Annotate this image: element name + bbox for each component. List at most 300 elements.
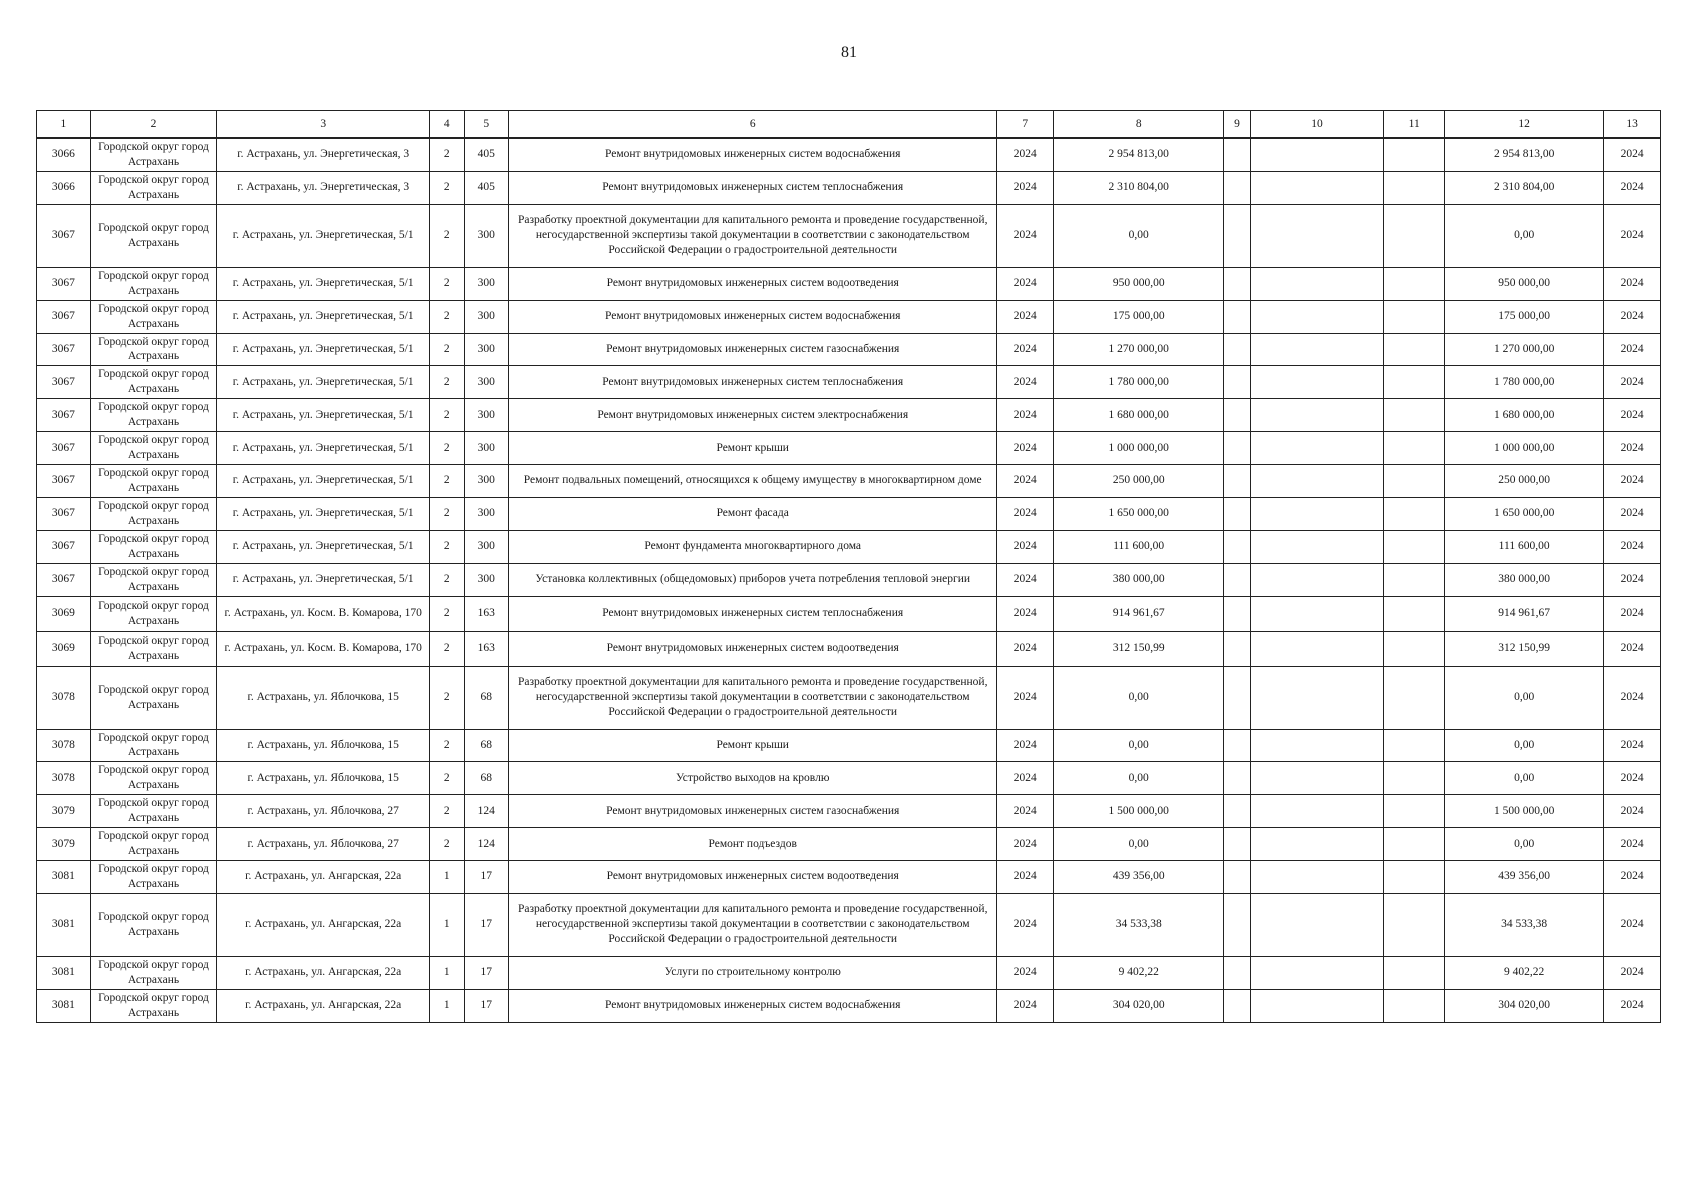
table-row bbox=[37, 861, 1661, 894]
col5-cell: 17 bbox=[464, 956, 509, 989]
col11-cell bbox=[1384, 333, 1445, 366]
amount-cell: 2 954 813,00 bbox=[1054, 138, 1224, 171]
col5-cell: 17 bbox=[464, 893, 509, 956]
house-id-cell: 3079 bbox=[37, 795, 91, 828]
district-cell: Городской округ город Астрахань bbox=[90, 861, 217, 894]
address-cell: г. Астрахань, ул. Энергетическая, 5/1 bbox=[217, 465, 430, 498]
col11-cell bbox=[1384, 204, 1445, 267]
address-cell: г. Астрахань, ул. Энергетическая, 5/1 bbox=[217, 300, 430, 333]
end-year-cell: 2024 bbox=[1604, 956, 1661, 989]
end-year-cell: 2024 bbox=[1604, 631, 1661, 666]
work-type-cell: Услуги по строительному контролю bbox=[509, 956, 997, 989]
year-cell: 2024 bbox=[997, 893, 1054, 956]
year-cell: 2024 bbox=[997, 138, 1054, 171]
work-type-cell: Ремонт внутридомовых инженерных систем теплоснабжения bbox=[509, 366, 997, 399]
col4-cell: 2 bbox=[430, 729, 464, 762]
district-cell: Городской округ город Астрахань bbox=[90, 497, 217, 530]
col9-cell bbox=[1224, 300, 1250, 333]
col9-cell bbox=[1224, 432, 1250, 465]
table-row bbox=[37, 366, 1661, 399]
col5-cell: 163 bbox=[464, 631, 509, 666]
page-number: 81 bbox=[841, 44, 857, 61]
table-row bbox=[37, 729, 1661, 762]
table-row bbox=[37, 956, 1661, 989]
col4-cell: 2 bbox=[430, 399, 464, 432]
address-cell: г. Астрахань, ул. Энергетическая, 3 bbox=[217, 138, 430, 171]
col11-cell bbox=[1384, 300, 1445, 333]
col10-cell bbox=[1250, 465, 1384, 498]
col5-cell: 300 bbox=[464, 204, 509, 267]
table-header-row bbox=[37, 111, 1661, 139]
table-row bbox=[37, 399, 1661, 432]
col10-cell bbox=[1250, 893, 1384, 956]
col9-cell bbox=[1224, 828, 1250, 861]
address-cell: г. Астрахань, ул. Ангарская, 22а bbox=[217, 893, 430, 956]
total-cell: 175 000,00 bbox=[1445, 300, 1604, 333]
district-cell: Городской округ город Астрахань bbox=[90, 828, 217, 861]
total-cell: 1 000 000,00 bbox=[1445, 432, 1604, 465]
house-id-cell: 3067 bbox=[37, 465, 91, 498]
address-cell: г. Астрахань, ул. Энергетическая, 5/1 bbox=[217, 204, 430, 267]
total-cell: 111 600,00 bbox=[1445, 530, 1604, 563]
house-id-cell: 3078 bbox=[37, 729, 91, 762]
year-cell: 2024 bbox=[997, 497, 1054, 530]
col4-cell: 2 bbox=[430, 432, 464, 465]
column-header: 1 bbox=[37, 111, 91, 139]
total-cell: 1 650 000,00 bbox=[1445, 497, 1604, 530]
col9-cell bbox=[1224, 893, 1250, 956]
district-cell: Городской округ город Астрахань bbox=[90, 204, 217, 267]
col4-cell: 2 bbox=[430, 828, 464, 861]
col9-cell bbox=[1224, 399, 1250, 432]
col11-cell bbox=[1384, 497, 1445, 530]
amount-cell: 312 150,99 bbox=[1054, 631, 1224, 666]
col11-cell bbox=[1384, 465, 1445, 498]
work-type-cell: Ремонт фундамента многоквартирного дома bbox=[509, 530, 997, 563]
address-cell: г. Астрахань, ул. Энергетическая, 5/1 bbox=[217, 497, 430, 530]
year-cell: 2024 bbox=[997, 432, 1054, 465]
col10-cell bbox=[1250, 333, 1384, 366]
column-header: 10 bbox=[1250, 111, 1384, 139]
table-row bbox=[37, 631, 1661, 666]
total-cell: 304 020,00 bbox=[1445, 989, 1604, 1022]
house-id-cell: 3081 bbox=[37, 989, 91, 1022]
year-cell: 2024 bbox=[997, 729, 1054, 762]
col4-cell: 2 bbox=[430, 138, 464, 171]
col9-cell bbox=[1224, 989, 1250, 1022]
col10-cell bbox=[1250, 596, 1384, 631]
table-row bbox=[37, 893, 1661, 956]
work-type-cell: Ремонт внутридомовых инженерных систем водоотведения bbox=[509, 267, 997, 300]
col10-cell bbox=[1250, 267, 1384, 300]
col9-cell bbox=[1224, 666, 1250, 729]
work-type-cell: Ремонт внутридомовых инженерных систем водоснабжения bbox=[509, 138, 997, 171]
col10-cell bbox=[1250, 828, 1384, 861]
amount-cell: 2 310 804,00 bbox=[1054, 171, 1224, 204]
total-cell: 0,00 bbox=[1445, 666, 1604, 729]
address-cell: г. Астрахань, ул. Яблочкова, 27 bbox=[217, 795, 430, 828]
col9-cell bbox=[1224, 530, 1250, 563]
work-type-cell: Ремонт фасада bbox=[509, 497, 997, 530]
col10-cell bbox=[1250, 666, 1384, 729]
col10-cell bbox=[1250, 956, 1384, 989]
district-cell: Городской округ город Астрахань bbox=[90, 465, 217, 498]
work-type-cell: Ремонт внутридомовых инженерных систем водоснабжения bbox=[509, 989, 997, 1022]
year-cell: 2024 bbox=[997, 795, 1054, 828]
total-cell: 0,00 bbox=[1445, 828, 1604, 861]
district-cell: Городской округ город Астрахань bbox=[90, 300, 217, 333]
col9-cell bbox=[1224, 631, 1250, 666]
house-id-cell: 3067 bbox=[37, 432, 91, 465]
house-id-cell: 3067 bbox=[37, 204, 91, 267]
col5-cell: 300 bbox=[464, 465, 509, 498]
table-row bbox=[37, 989, 1661, 1022]
amount-cell: 1 500 000,00 bbox=[1054, 795, 1224, 828]
total-cell: 0,00 bbox=[1445, 204, 1604, 267]
district-cell: Городской округ город Астрахань bbox=[90, 171, 217, 204]
district-cell: Городской округ город Астрахань bbox=[90, 893, 217, 956]
table-row bbox=[37, 563, 1661, 596]
district-cell: Городской округ город Астрахань bbox=[90, 138, 217, 171]
amount-cell: 0,00 bbox=[1054, 729, 1224, 762]
column-header: 11 bbox=[1384, 111, 1445, 139]
table-row bbox=[37, 795, 1661, 828]
column-header: 9 bbox=[1224, 111, 1250, 139]
year-cell: 2024 bbox=[997, 399, 1054, 432]
amount-cell: 1 650 000,00 bbox=[1054, 497, 1224, 530]
total-cell: 1 500 000,00 bbox=[1445, 795, 1604, 828]
amount-cell: 304 020,00 bbox=[1054, 989, 1224, 1022]
district-cell: Городской округ город Астрахань bbox=[90, 631, 217, 666]
end-year-cell: 2024 bbox=[1604, 828, 1661, 861]
house-id-cell: 3081 bbox=[37, 956, 91, 989]
amount-cell: 250 000,00 bbox=[1054, 465, 1224, 498]
col9-cell bbox=[1224, 497, 1250, 530]
col10-cell bbox=[1250, 762, 1384, 795]
address-cell: г. Астрахань, ул. Яблочкова, 15 bbox=[217, 762, 430, 795]
district-cell: Городской округ город Астрахань bbox=[90, 399, 217, 432]
col5-cell: 300 bbox=[464, 563, 509, 596]
address-cell: г. Астрахань, ул. Энергетическая, 3 bbox=[217, 171, 430, 204]
year-cell: 2024 bbox=[997, 333, 1054, 366]
year-cell: 2024 bbox=[997, 465, 1054, 498]
amount-cell: 1 000 000,00 bbox=[1054, 432, 1224, 465]
col11-cell bbox=[1384, 267, 1445, 300]
end-year-cell: 2024 bbox=[1604, 300, 1661, 333]
col11-cell bbox=[1384, 138, 1445, 171]
col10-cell bbox=[1250, 432, 1384, 465]
work-type-cell: Ремонт внутридомовых инженерных систем водоотведения bbox=[509, 631, 997, 666]
district-cell: Городской округ город Астрахань bbox=[90, 762, 217, 795]
end-year-cell: 2024 bbox=[1604, 204, 1661, 267]
work-type-cell: Ремонт подъездов bbox=[509, 828, 997, 861]
col11-cell bbox=[1384, 399, 1445, 432]
col9-cell bbox=[1224, 861, 1250, 894]
col9-cell bbox=[1224, 465, 1250, 498]
col4-cell: 2 bbox=[430, 465, 464, 498]
amount-cell: 34 533,38 bbox=[1054, 893, 1224, 956]
col10-cell bbox=[1250, 300, 1384, 333]
year-cell: 2024 bbox=[997, 204, 1054, 267]
col11-cell bbox=[1384, 563, 1445, 596]
col5-cell: 17 bbox=[464, 989, 509, 1022]
end-year-cell: 2024 bbox=[1604, 729, 1661, 762]
end-year-cell: 2024 bbox=[1604, 989, 1661, 1022]
address-cell: г. Астрахань, ул. Энергетическая, 5/1 bbox=[217, 399, 430, 432]
district-cell: Городской округ город Астрахань bbox=[90, 563, 217, 596]
district-cell: Городской округ город Астрахань bbox=[90, 729, 217, 762]
col5-cell: 300 bbox=[464, 497, 509, 530]
col10-cell bbox=[1250, 729, 1384, 762]
table-row bbox=[37, 204, 1661, 267]
amount-cell: 0,00 bbox=[1054, 828, 1224, 861]
house-id-cell: 3066 bbox=[37, 171, 91, 204]
year-cell: 2024 bbox=[997, 861, 1054, 894]
col4-cell: 1 bbox=[430, 861, 464, 894]
year-cell: 2024 bbox=[997, 762, 1054, 795]
work-type-cell: Устройство выходов на кровлю bbox=[509, 762, 997, 795]
col5-cell: 300 bbox=[464, 530, 509, 563]
end-year-cell: 2024 bbox=[1604, 861, 1661, 894]
year-cell: 2024 bbox=[997, 530, 1054, 563]
district-cell: Городской округ город Астрахань bbox=[90, 956, 217, 989]
total-cell: 9 402,22 bbox=[1445, 956, 1604, 989]
col4-cell: 2 bbox=[430, 171, 464, 204]
work-type-cell: Ремонт внутридомовых инженерных систем электроснабжения bbox=[509, 399, 997, 432]
address-cell: г. Астрахань, ул. Яблочкова, 27 bbox=[217, 828, 430, 861]
district-cell: Городской округ город Астрахань bbox=[90, 666, 217, 729]
col5-cell: 68 bbox=[464, 666, 509, 729]
amount-cell: 950 000,00 bbox=[1054, 267, 1224, 300]
end-year-cell: 2024 bbox=[1604, 333, 1661, 366]
table-row bbox=[37, 762, 1661, 795]
column-header: 12 bbox=[1445, 111, 1604, 139]
col5-cell: 17 bbox=[464, 861, 509, 894]
col9-cell bbox=[1224, 267, 1250, 300]
year-cell: 2024 bbox=[997, 631, 1054, 666]
col5-cell: 300 bbox=[464, 366, 509, 399]
end-year-cell: 2024 bbox=[1604, 171, 1661, 204]
total-cell: 2 954 813,00 bbox=[1445, 138, 1604, 171]
end-year-cell: 2024 bbox=[1604, 432, 1661, 465]
col10-cell bbox=[1250, 795, 1384, 828]
end-year-cell: 2024 bbox=[1604, 267, 1661, 300]
amount-cell: 175 000,00 bbox=[1054, 300, 1224, 333]
house-id-cell: 3067 bbox=[37, 530, 91, 563]
col10-cell bbox=[1250, 171, 1384, 204]
house-id-cell: 3067 bbox=[37, 333, 91, 366]
col9-cell bbox=[1224, 729, 1250, 762]
work-type-cell: Ремонт внутридомовых инженерных систем газоснабжения bbox=[509, 333, 997, 366]
col5-cell: 300 bbox=[464, 399, 509, 432]
col11-cell bbox=[1384, 596, 1445, 631]
col10-cell bbox=[1250, 497, 1384, 530]
end-year-cell: 2024 bbox=[1604, 666, 1661, 729]
total-cell: 439 356,00 bbox=[1445, 861, 1604, 894]
column-header: 5 bbox=[464, 111, 509, 139]
col5-cell: 405 bbox=[464, 171, 509, 204]
column-header: 8 bbox=[1054, 111, 1224, 139]
year-cell: 2024 bbox=[997, 267, 1054, 300]
col5-cell: 300 bbox=[464, 300, 509, 333]
total-cell: 1 680 000,00 bbox=[1445, 399, 1604, 432]
col4-cell: 2 bbox=[430, 366, 464, 399]
column-header: 13 bbox=[1604, 111, 1661, 139]
house-id-cell: 3067 bbox=[37, 267, 91, 300]
amount-cell: 0,00 bbox=[1054, 204, 1224, 267]
col11-cell bbox=[1384, 989, 1445, 1022]
year-cell: 2024 bbox=[997, 596, 1054, 631]
year-cell: 2024 bbox=[997, 956, 1054, 989]
col11-cell bbox=[1384, 893, 1445, 956]
col9-cell bbox=[1224, 333, 1250, 366]
house-id-cell: 3078 bbox=[37, 762, 91, 795]
col4-cell: 2 bbox=[430, 631, 464, 666]
table-row bbox=[37, 596, 1661, 631]
col10-cell bbox=[1250, 138, 1384, 171]
address-cell: г. Астрахань, ул. Яблочкова, 15 bbox=[217, 729, 430, 762]
col4-cell: 2 bbox=[430, 497, 464, 530]
total-cell: 2 310 804,00 bbox=[1445, 171, 1604, 204]
house-id-cell: 3081 bbox=[37, 861, 91, 894]
house-id-cell: 3067 bbox=[37, 300, 91, 333]
total-cell: 0,00 bbox=[1445, 729, 1604, 762]
column-header: 6 bbox=[509, 111, 997, 139]
work-type-cell: Ремонт крыши bbox=[509, 729, 997, 762]
end-year-cell: 2024 bbox=[1604, 497, 1661, 530]
amount-cell: 380 000,00 bbox=[1054, 563, 1224, 596]
col5-cell: 68 bbox=[464, 729, 509, 762]
house-id-cell: 3067 bbox=[37, 366, 91, 399]
district-cell: Городской округ город Астрахань bbox=[90, 267, 217, 300]
address-cell: г. Астрахань, ул. Энергетическая, 5/1 bbox=[217, 530, 430, 563]
amount-cell: 1 270 000,00 bbox=[1054, 333, 1224, 366]
district-cell: Городской округ город Астрахань bbox=[90, 530, 217, 563]
column-header: 2 bbox=[90, 111, 217, 139]
address-cell: г. Астрахань, ул. Энергетическая, 5/1 bbox=[217, 366, 430, 399]
col9-cell bbox=[1224, 366, 1250, 399]
col4-cell: 1 bbox=[430, 956, 464, 989]
end-year-cell: 2024 bbox=[1604, 762, 1661, 795]
house-id-cell: 3078 bbox=[37, 666, 91, 729]
house-id-cell: 3067 bbox=[37, 497, 91, 530]
table-row bbox=[37, 138, 1661, 171]
col11-cell bbox=[1384, 366, 1445, 399]
col4-cell: 2 bbox=[430, 666, 464, 729]
col4-cell: 2 bbox=[430, 563, 464, 596]
col11-cell bbox=[1384, 795, 1445, 828]
total-cell: 1 270 000,00 bbox=[1445, 333, 1604, 366]
col10-cell bbox=[1250, 563, 1384, 596]
col4-cell: 2 bbox=[430, 333, 464, 366]
work-type-cell: Ремонт внутридомовых инженерных систем теплоснабжения bbox=[509, 596, 997, 631]
amount-cell: 439 356,00 bbox=[1054, 861, 1224, 894]
end-year-cell: 2024 bbox=[1604, 563, 1661, 596]
col4-cell: 2 bbox=[430, 530, 464, 563]
amount-cell: 1 680 000,00 bbox=[1054, 399, 1224, 432]
col10-cell bbox=[1250, 399, 1384, 432]
address-cell: г. Астрахань, ул. Ангарская, 22а bbox=[217, 989, 430, 1022]
col9-cell bbox=[1224, 762, 1250, 795]
end-year-cell: 2024 bbox=[1604, 366, 1661, 399]
total-cell: 312 150,99 bbox=[1445, 631, 1604, 666]
house-id-cell: 3069 bbox=[37, 596, 91, 631]
address-cell: г. Астрахань, ул. Энергетическая, 5/1 bbox=[217, 432, 430, 465]
col9-cell bbox=[1224, 596, 1250, 631]
col9-cell bbox=[1224, 956, 1250, 989]
col5-cell: 300 bbox=[464, 333, 509, 366]
address-cell: г. Астрахань, ул. Косм. В. Комарова, 170 bbox=[217, 596, 430, 631]
work-type-cell: Ремонт внутридомовых инженерных систем водоснабжения bbox=[509, 300, 997, 333]
table-row bbox=[37, 432, 1661, 465]
end-year-cell: 2024 bbox=[1604, 893, 1661, 956]
total-cell: 914 961,67 bbox=[1445, 596, 1604, 631]
col9-cell bbox=[1224, 138, 1250, 171]
col5-cell: 300 bbox=[464, 267, 509, 300]
house-id-cell: 3069 bbox=[37, 631, 91, 666]
amount-cell: 9 402,22 bbox=[1054, 956, 1224, 989]
col5-cell: 405 bbox=[464, 138, 509, 171]
address-cell: г. Астрахань, ул. Энергетическая, 5/1 bbox=[217, 267, 430, 300]
column-header: 4 bbox=[430, 111, 464, 139]
col11-cell bbox=[1384, 956, 1445, 989]
column-header: 7 bbox=[997, 111, 1054, 139]
table-row bbox=[37, 828, 1661, 861]
col5-cell: 68 bbox=[464, 762, 509, 795]
work-type-cell: Разработку проектной документации для капитального ремонта и проведение государственной, негосударственной экспертизы такой документации в соответствии с законодательством Российской Федерации о градостроительной деятельности bbox=[509, 893, 997, 956]
district-cell: Городской округ город Астрахань bbox=[90, 596, 217, 631]
house-id-cell: 3067 bbox=[37, 563, 91, 596]
year-cell: 2024 bbox=[997, 300, 1054, 333]
end-year-cell: 2024 bbox=[1604, 465, 1661, 498]
table-row bbox=[37, 333, 1661, 366]
col11-cell bbox=[1384, 762, 1445, 795]
house-id-cell: 3079 bbox=[37, 828, 91, 861]
district-cell: Городской округ город Астрахань bbox=[90, 989, 217, 1022]
table-row bbox=[37, 666, 1661, 729]
amount-cell: 0,00 bbox=[1054, 666, 1224, 729]
address-cell: г. Астрахань, ул. Яблочкова, 15 bbox=[217, 666, 430, 729]
column-header: 3 bbox=[217, 111, 430, 139]
col10-cell bbox=[1250, 366, 1384, 399]
house-id-cell: 3067 bbox=[37, 399, 91, 432]
col9-cell bbox=[1224, 171, 1250, 204]
col10-cell bbox=[1250, 204, 1384, 267]
work-type-cell: Разработку проектной документации для капитального ремонта и проведение государственной, негосударственной экспертизы такой документации в соответствии с законодательством Российской Федерации о градостроительной деятельности bbox=[509, 666, 997, 729]
end-year-cell: 2024 bbox=[1604, 138, 1661, 171]
col11-cell bbox=[1384, 432, 1445, 465]
col9-cell bbox=[1224, 563, 1250, 596]
col4-cell: 2 bbox=[430, 596, 464, 631]
col4-cell: 2 bbox=[430, 267, 464, 300]
amount-cell: 111 600,00 bbox=[1054, 530, 1224, 563]
address-cell: г. Астрахань, ул. Энергетическая, 5/1 bbox=[217, 563, 430, 596]
table-row bbox=[37, 300, 1661, 333]
address-cell: г. Астрахань, ул. Ангарская, 22а bbox=[217, 956, 430, 989]
total-cell: 380 000,00 bbox=[1445, 563, 1604, 596]
col4-cell: 2 bbox=[430, 762, 464, 795]
table-row bbox=[37, 465, 1661, 498]
address-cell: г. Астрахань, ул. Ангарская, 22а bbox=[217, 861, 430, 894]
col10-cell bbox=[1250, 861, 1384, 894]
col10-cell bbox=[1250, 631, 1384, 666]
col11-cell bbox=[1384, 861, 1445, 894]
address-cell: г. Астрахань, ул. Энергетическая, 5/1 bbox=[217, 333, 430, 366]
work-type-cell: Ремонт внутридомовых инженерных систем теплоснабжения bbox=[509, 171, 997, 204]
end-year-cell: 2024 bbox=[1604, 530, 1661, 563]
col5-cell: 163 bbox=[464, 596, 509, 631]
address-cell: г. Астрахань, ул. Косм. В. Комарова, 170 bbox=[217, 631, 430, 666]
